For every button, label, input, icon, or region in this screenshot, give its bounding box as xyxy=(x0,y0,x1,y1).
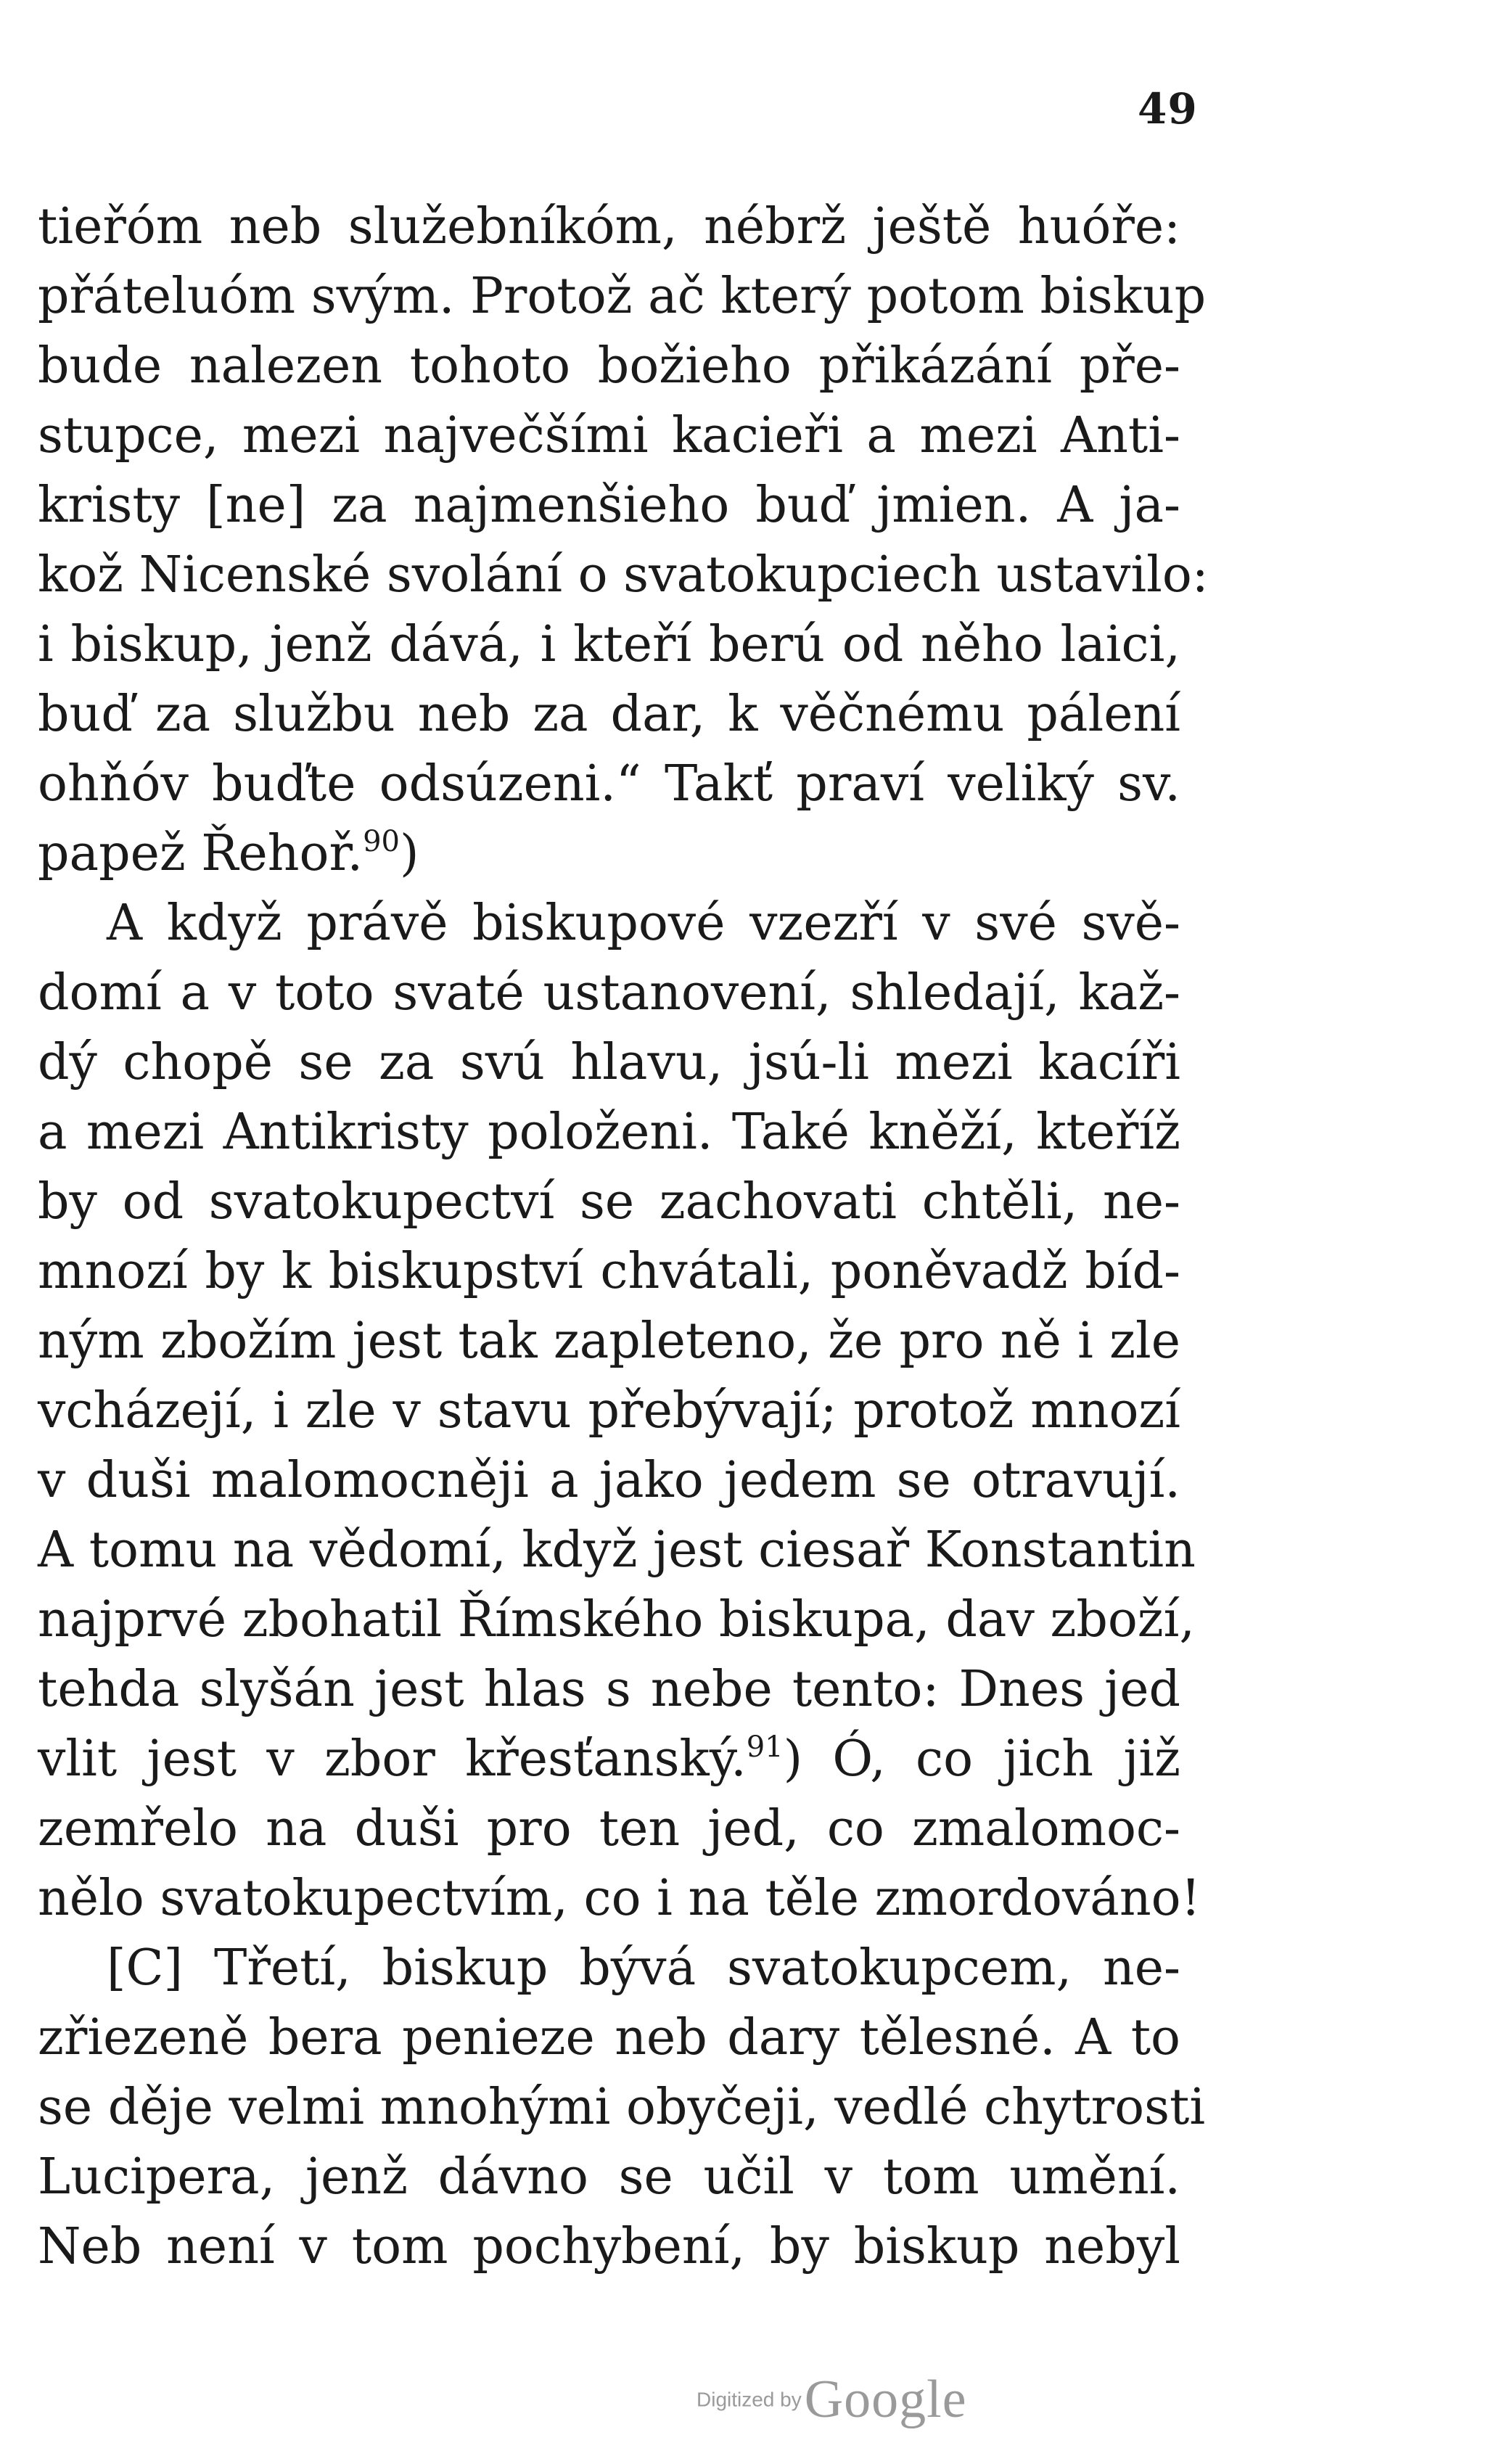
text-line: bude nalezen tohoto božieho přikázání pře- xyxy=(38,337,1180,395)
text-line: stupce, mezi največšími kacieři a mezi Anti- xyxy=(38,407,1180,464)
digitization-watermark xyxy=(697,2369,967,2431)
digitized-by-label: Digitized by xyxy=(697,2388,802,2411)
text-line: ohňóv buďte odsúzeni.“ Takť praví veliký sv. xyxy=(38,755,1180,813)
text-line: dý chopě se za svú hlavu, jsú-li mezi kacíři xyxy=(38,1034,1180,1091)
text-line: v duši malomocněji a jako jedem se otravují. xyxy=(38,1452,1180,1509)
text-line: domí a v toto svaté ustanovení, shledají, kaž- xyxy=(38,964,1180,1022)
text-line: nělo svatokupectvím, co i na těle zmordováno! xyxy=(38,1870,1201,1927)
footnote-ref: 91 xyxy=(746,1730,784,1764)
text-line: A tomu na vědomí, když jest ciesař Konstantin xyxy=(38,1521,1196,1579)
text-line: vlit jest v zbor křesťanský.$^{91}$) Ó, co jich již xyxy=(38,1730,1180,1788)
text-line: a mezi Antikristy položeni. Také kněží, kteříž xyxy=(38,1104,1180,1161)
text-line: Lucipera, jenž dávno se učil v tom umění. xyxy=(38,2148,1180,2206)
body-text xyxy=(38,192,1209,2282)
text-line: vcházejí, i zle v stavu přebývají; protož mnozí xyxy=(38,1382,1180,1440)
text-line: Neb není v tom pochybení, by biskup nebyl xyxy=(38,2218,1180,2275)
text-line: tieřóm neb služebníkóm, nébrž ještě huóře: xyxy=(38,198,1180,255)
google-wordmark: Google xyxy=(804,2370,967,2429)
text-line: tehda slyšán jest hlas s nebe tento: Dnes jed xyxy=(38,1661,1180,1718)
text-line: A když právě biskupové vzezří v své svě- xyxy=(107,895,1180,952)
text-line: se děje velmi mnohými obyčeji, vedlé chytrosti xyxy=(38,2079,1206,2136)
text-line: najprvé zbohatil Římského biskupa, dav zboží, xyxy=(38,1591,1195,1648)
text-line: kristy [ne] za najmenšieho buď jmien. A ja- xyxy=(38,477,1180,534)
footnote-ref: 90 xyxy=(363,825,400,858)
text-line: by od svatokupectví se zachovati chtěli, ne- xyxy=(38,1173,1180,1231)
text-line: [C] Třetí, biskup bývá svatokupcem, ne- xyxy=(107,1939,1180,1997)
text-line: přáteluóm svým. Protož ač který potom biskup xyxy=(38,268,1207,325)
text-line: buď za službu neb za dar, k věčnému pálení xyxy=(38,686,1180,743)
text-line: ným zbožím jest tak zapleteno, že pro ně i zle xyxy=(38,1313,1180,1370)
text-line: i biskup, jenž dává, i kteří berú od něho laici, xyxy=(38,616,1180,673)
text-line: mnozí by k biskupství chvátali, poněvadž bíd- xyxy=(38,1243,1180,1300)
text-line: papež Řehoř.$^{90}$) xyxy=(38,825,419,882)
page-number: 49 xyxy=(1138,84,1198,134)
text-line: zřiezeně bera penieze neb dary tělesné. A to xyxy=(38,2009,1180,2066)
text-line: kož Nicenské svolání o svatokupciech ustavilo: xyxy=(38,546,1209,604)
text-line: zemřelo na duši pro ten jed, co zmalomoc- xyxy=(38,1800,1180,1857)
